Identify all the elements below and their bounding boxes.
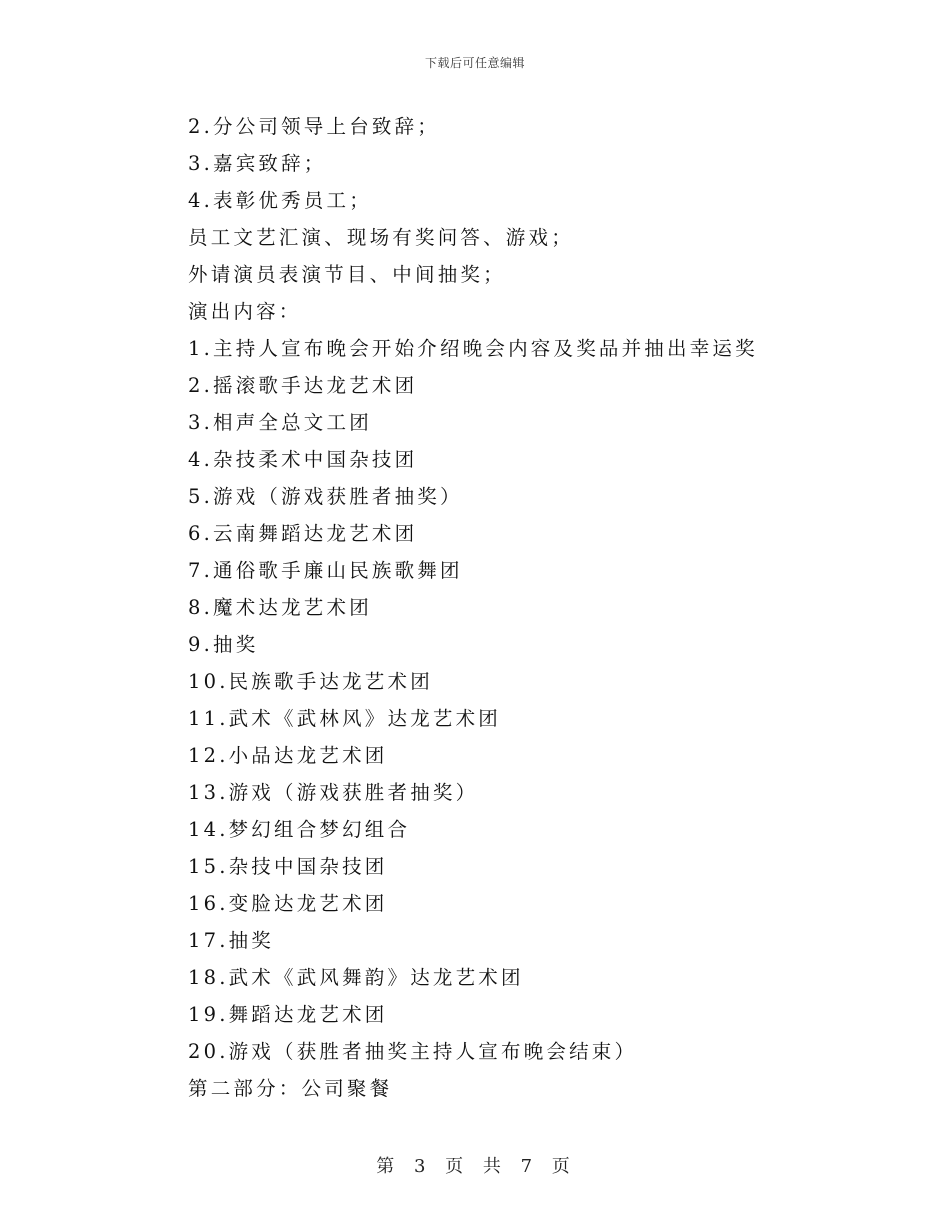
list-item: 6.云南舞蹈达龙艺术团: [188, 522, 418, 545]
text-line: 3.嘉宾致辞；: [188, 152, 327, 175]
text-line: 4.表彰优秀员工；: [188, 189, 372, 212]
list-item: 4.杂技柔术中国杂技团: [188, 448, 418, 471]
page-header: 下载后可任意编辑: [424, 56, 525, 70]
text-line: 外请演员表演节目、中间抽奖；: [188, 263, 506, 286]
list-item: 9.抽奖: [188, 633, 259, 656]
list-item: 15.杂技中国杂技团: [188, 855, 388, 878]
section-heading: 演出内容：: [188, 300, 302, 323]
list-item: 16.变脸达龙艺术团: [188, 892, 388, 915]
list-item: 5.游戏（游戏获胜者抽奖）: [188, 485, 463, 508]
list-item: 10.民族歌手达龙艺术团: [188, 670, 433, 693]
section-heading: 第二部分：公司聚餐: [188, 1077, 393, 1100]
list-item: 2.摇滚歌手达龙艺术团: [188, 374, 418, 397]
list-item: 14.梦幻组合梦幻组合: [188, 818, 411, 841]
list-item: 8.魔术达龙艺术团: [188, 596, 372, 619]
list-item: 13.游戏（游戏获胜者抽奖）: [188, 781, 479, 804]
list-item: 20.游戏（获胜者抽奖主持人宣布晚会结束）: [188, 1040, 638, 1063]
text-line: 员工文艺汇演、现场有奖问答、游戏；: [188, 226, 574, 249]
list-item: 7.通俗歌手廉山民族歌舞团: [188, 559, 463, 582]
page-number: 第 3 页 共 7 页: [376, 1156, 574, 1177]
text-line: 2.分公司领导上台致辞；: [188, 115, 441, 138]
list-item: 1.主持人宣布晚会开始介绍晚会内容及奖品并抽出幸运奖: [188, 337, 758, 360]
list-item: 3.相声全总文工团: [188, 411, 372, 434]
list-item: 18.武术《武风舞韵》达龙艺术团: [188, 966, 524, 989]
list-item: 19.舞蹈达龙艺术团: [188, 1003, 388, 1026]
list-item: 17.抽奖: [188, 929, 275, 952]
list-item: 11.武术《武林风》达龙艺术团: [188, 707, 502, 730]
list-item: 12.小品达龙艺术团: [188, 744, 388, 767]
document-body: [188, 112, 828, 1111]
